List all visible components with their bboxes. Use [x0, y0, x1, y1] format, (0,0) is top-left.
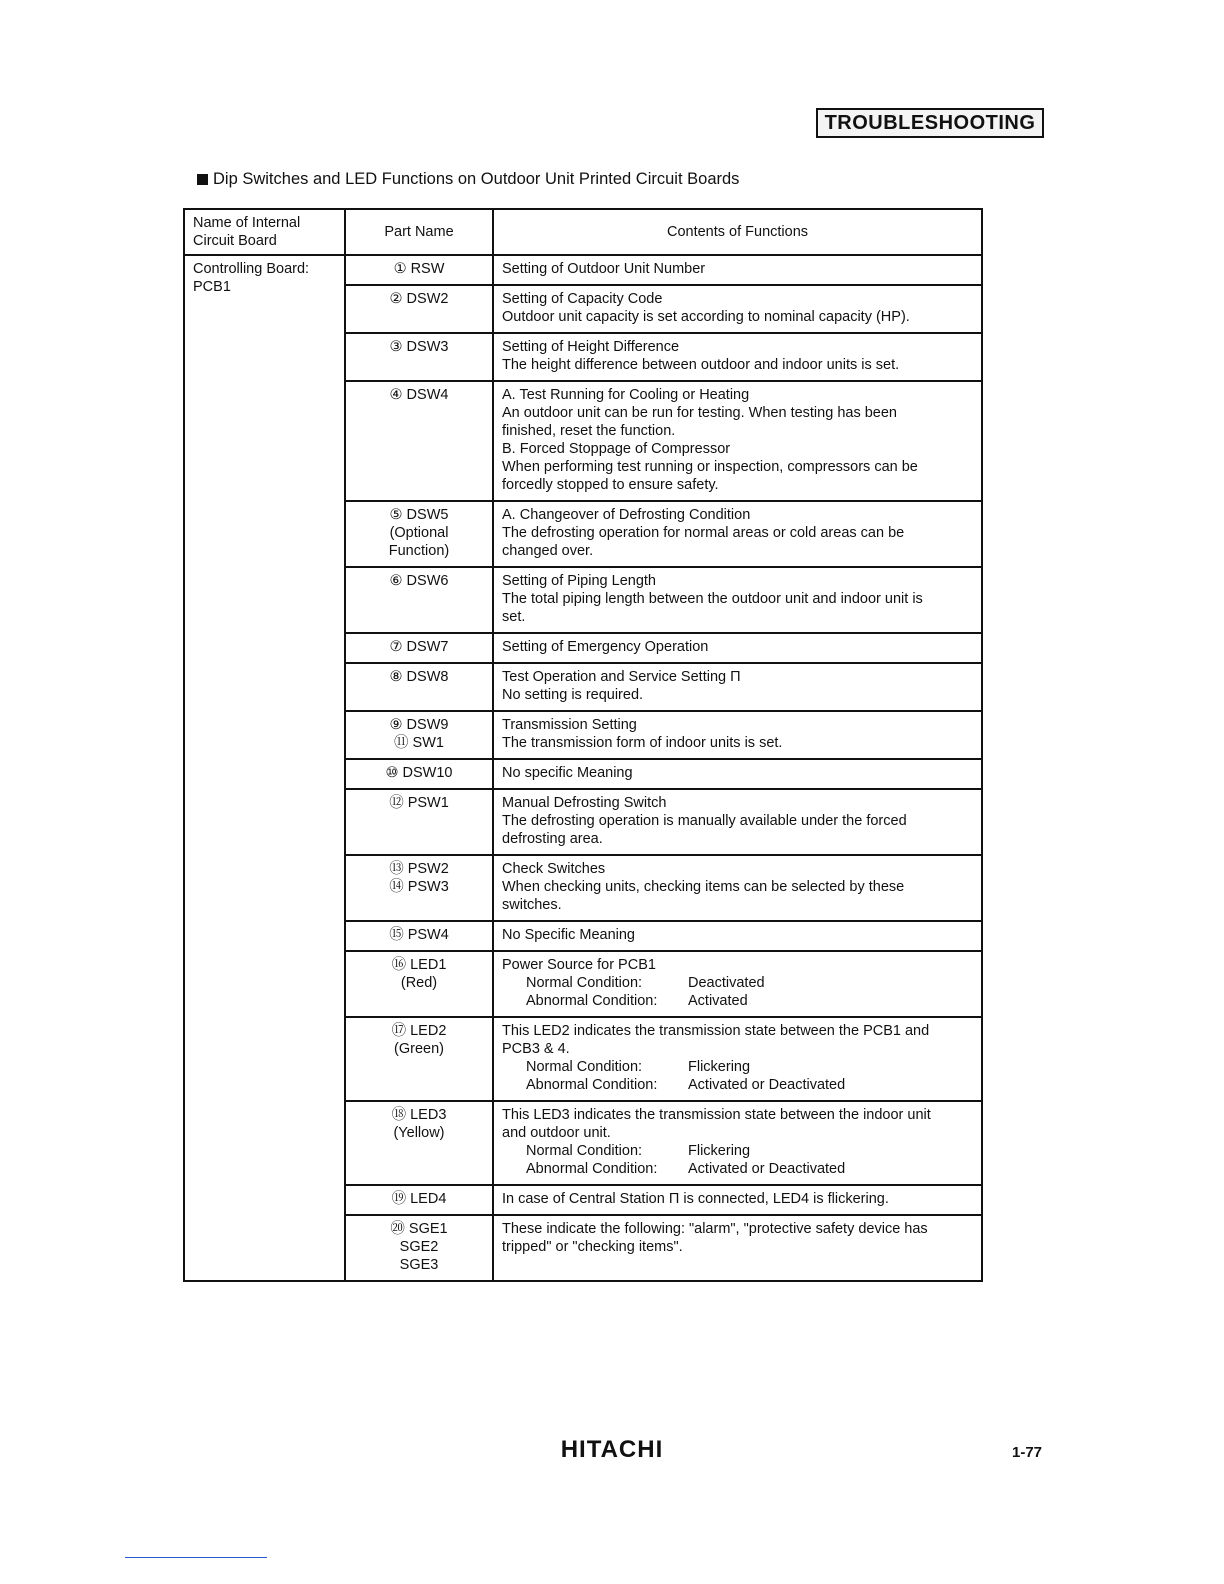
function-contents-cell — [494, 382, 983, 502]
part-name-cell: ④ DSW4 — [346, 382, 494, 502]
header-part-name: Part Name — [346, 210, 494, 256]
functions-table — [183, 208, 983, 1282]
section-title-text: Dip Switches and LED Functions on Outdoor Unit Printed Circuit Boards — [213, 170, 740, 188]
function-text-line: The defrosting operation is manually available under the forced — [502, 813, 907, 829]
table-grid — [183, 208, 983, 1282]
board-name-line: Controlling Board: — [193, 261, 310, 277]
function-text-line: Test Operation and Service Setting Π — [502, 669, 741, 685]
condition-label: Abnormal Condition: — [526, 1161, 658, 1177]
function-text-line: Power Source for PCB1 — [502, 957, 656, 973]
part-name-cell: ② DSW2 — [346, 286, 494, 334]
condition-label: Normal Condition: — [526, 975, 643, 991]
page-number: 1-77 — [1012, 1444, 1043, 1461]
function-text-line: When performing test running or inspection, compressors can be — [502, 459, 918, 475]
function-text-line: The transmission form of indoor units is set. — [502, 735, 783, 751]
function-text-line: No setting is required. — [502, 687, 644, 703]
function-contents-cell — [494, 1018, 983, 1102]
function-contents-cell — [494, 634, 983, 664]
table-row — [346, 922, 983, 952]
part-name-cell: ⑳ SGE1 SGE2 SGE3 — [346, 1216, 494, 1282]
condition-line — [502, 974, 973, 992]
function-text-line: A. Test Running for Cooling or Heating — [502, 387, 750, 403]
part-name-cell: ⑨ DSW9 ⑪ SW1 — [346, 712, 494, 760]
function-text-line: changed over. — [502, 543, 594, 559]
function-contents-cell — [494, 760, 983, 790]
header-board-name: Name of Internal Circuit Board — [185, 210, 346, 256]
section-title — [197, 170, 739, 189]
function-contents-cell — [494, 256, 983, 286]
condition-value: Activated — [688, 993, 748, 1009]
function-text-line: PCB3 & 4. — [502, 1041, 570, 1057]
function-text-line: finished, reset the function. — [502, 423, 676, 439]
board-name-cell — [185, 256, 346, 1282]
function-text-line: Check Switches — [502, 861, 606, 877]
part-name-cell: ⑥ DSW6 — [346, 568, 494, 634]
part-name-cell: ⑰ LED2 (Green) — [346, 1018, 494, 1102]
function-contents-cell — [494, 334, 983, 382]
table-row — [346, 664, 983, 712]
function-text-line: This LED3 indicates the transmission state between the indoor unit — [502, 1107, 931, 1123]
header-contents: Contents of Functions — [494, 210, 983, 256]
part-name-cell: ③ DSW3 — [346, 334, 494, 382]
condition-label: Abnormal Condition: — [526, 993, 658, 1009]
table-row — [346, 1186, 983, 1216]
part-name-cell: ① RSW — [346, 256, 494, 286]
table-row — [346, 382, 983, 502]
function-text-line: Manual Defrosting Switch — [502, 795, 667, 811]
part-name-cell: ⑦ DSW7 — [346, 634, 494, 664]
table-row — [346, 634, 983, 664]
function-text-line: set. — [502, 609, 526, 625]
bullet-square-icon — [197, 174, 208, 185]
section-header-label: TROUBLESHOOTING — [816, 108, 1044, 138]
table-row — [346, 712, 983, 760]
function-text-line: This LED2 indicates the transmission state between the PCB1 and — [502, 1023, 930, 1039]
function-text-line: tripped" or "checking items". — [502, 1239, 683, 1255]
table-row — [346, 1102, 983, 1186]
table-rows — [346, 256, 983, 1282]
function-contents-cell — [494, 568, 983, 634]
condition-line — [502, 992, 973, 1010]
function-contents-cell — [494, 1102, 983, 1186]
function-contents-cell — [494, 1186, 983, 1216]
function-text-line: B. Forced Stoppage of Compressor — [502, 441, 731, 457]
link-underline — [125, 1557, 267, 1558]
condition-value: Deactivated — [688, 975, 765, 991]
part-name-cell: ⑬ PSW2 ⑭ PSW3 — [346, 856, 494, 922]
function-text-line: A. Changeover of Defrosting Condition — [502, 507, 751, 523]
condition-value: Activated or Deactivated — [688, 1077, 846, 1093]
function-contents-cell — [494, 952, 983, 1018]
condition-line — [502, 1142, 973, 1160]
function-text-line: and outdoor unit. — [502, 1125, 611, 1141]
table-row — [346, 286, 983, 334]
condition-label: Normal Condition: — [526, 1143, 643, 1159]
function-contents-cell — [494, 664, 983, 712]
function-text-line: The defrosting operation for normal areas or cold areas can be — [502, 525, 905, 541]
function-text-line: switches. — [502, 897, 562, 913]
function-text-line: defrosting area. — [502, 831, 603, 847]
function-text-line: The total piping length between the outdoor unit and indoor unit is — [502, 591, 923, 607]
table-row — [346, 334, 983, 382]
part-name-cell: ⑯ LED1 (Red) — [346, 952, 494, 1018]
condition-value: Flickering — [688, 1059, 751, 1075]
condition-line — [502, 1058, 973, 1076]
function-text-line: Transmission Setting — [502, 717, 637, 733]
function-text-line: Setting of Piping Length — [502, 573, 656, 589]
condition-value: Activated or Deactivated — [688, 1161, 846, 1177]
function-text-line: These indicate the following: "alarm", "protective safety device has — [502, 1221, 928, 1237]
function-text-line: No specific Meaning — [502, 765, 633, 781]
condition-label: Abnormal Condition: — [526, 1077, 658, 1093]
table-row — [346, 760, 983, 790]
part-name-cell: ⑲ LED4 — [346, 1186, 494, 1216]
function-text-line: The height difference between outdoor and indoor units is set. — [502, 357, 900, 373]
function-text-line: In case of Central Station Π is connected, LED4 is flickering. — [502, 1191, 889, 1207]
function-text-line: Setting of Emergency Operation — [502, 639, 709, 655]
function-text-line: An outdoor unit can be run for testing. When testing has been — [502, 405, 897, 421]
function-contents-cell — [494, 1216, 983, 1282]
part-name-cell: ⑤ DSW5 (Optional Function) — [346, 502, 494, 568]
function-contents-cell — [494, 502, 983, 568]
function-text-line: When checking units, checking items can be selected by these — [502, 879, 905, 895]
function-text-line: Setting of Height Difference — [502, 339, 680, 355]
function-contents-cell — [494, 286, 983, 334]
part-name-cell: ⑮ PSW4 — [346, 922, 494, 952]
function-contents-cell — [494, 922, 983, 952]
part-name-cell: ⑱ LED3 (Yellow) — [346, 1102, 494, 1186]
function-contents-cell — [494, 712, 983, 760]
condition-label: Normal Condition: — [526, 1059, 643, 1075]
condition-value: Flickering — [688, 1143, 751, 1159]
board-name-line: PCB1 — [193, 279, 231, 295]
function-text-line: Outdoor unit capacity is set according to nominal capacity (HP). — [502, 309, 910, 325]
part-name-cell: ⑩ DSW10 — [346, 760, 494, 790]
table-row — [346, 1216, 983, 1282]
function-contents-cell — [494, 790, 983, 856]
table-row — [346, 1018, 983, 1102]
condition-line — [502, 1076, 973, 1094]
function-contents-cell — [494, 856, 983, 922]
table-row — [346, 502, 983, 568]
brand-logo: HITACHI — [560, 1436, 664, 1463]
condition-line — [502, 1160, 973, 1178]
part-name-cell: ⑫ PSW1 — [346, 790, 494, 856]
function-text-line: No Specific Meaning — [502, 927, 635, 943]
part-name-cell: ⑧ DSW8 — [346, 664, 494, 712]
function-text-line: forcedly stopped to ensure safety. — [502, 477, 719, 493]
table-row — [346, 790, 983, 856]
table-row — [346, 952, 983, 1018]
table-row — [346, 856, 983, 922]
table-row — [346, 568, 983, 634]
function-text-line: Setting of Outdoor Unit Number — [502, 261, 706, 277]
table-row — [346, 256, 983, 286]
function-text-line: Setting of Capacity Code — [502, 291, 663, 307]
